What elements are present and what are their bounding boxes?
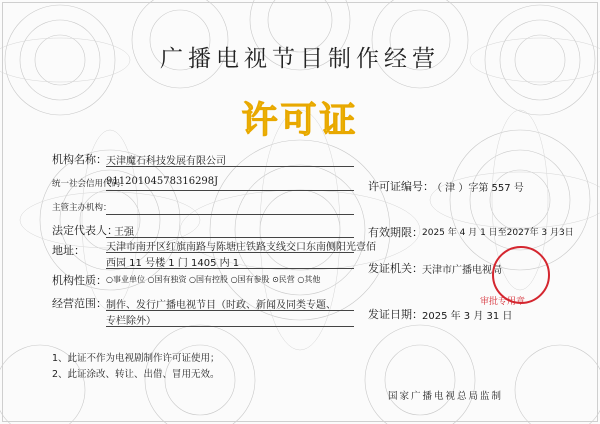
- org-name-value: 天津魔石科技发展有限公司: [106, 156, 226, 167]
- scope-rule-2: [106, 326, 354, 327]
- scope-label: 经营范围：: [52, 297, 107, 310]
- issuer-value: 天津市广播电视局: [422, 265, 502, 276]
- supervisor-label: 主管主办机构：: [52, 203, 112, 213]
- org-name-label: 机构名称：: [52, 153, 107, 166]
- org-nature-label: 机构性质：: [52, 274, 107, 287]
- org-nature-options: ○事业单位 ○国有独资 ○国有控股 ○国有参股 ⊙民营 ○其他: [106, 275, 321, 284]
- license-number-label: 许可证编号：: [368, 180, 434, 193]
- validity-value: 2025 年 4 月 1 日至2027年 3 月3日: [422, 228, 574, 238]
- legal-rep-value: 王强: [114, 227, 134, 238]
- note-line-2: 2、此证涂改、转让、出借、冒用无效。: [52, 369, 220, 380]
- scope-rule-1: [106, 310, 354, 311]
- scope-line-2: 专栏除外）: [106, 316, 156, 327]
- supervisor-rule: [106, 214, 354, 215]
- certificate-title: 广播电视节目制作经营: [160, 46, 440, 72]
- org-name-rule: [106, 166, 354, 167]
- license-number-value: （ 津 ）字第 557 号: [432, 183, 524, 194]
- validity-label: 有效期限：: [368, 226, 423, 239]
- credit-code-rule: [106, 190, 354, 191]
- scope-line-1: 制作、发行广播电视节目（时政、新闻及同类专题、: [106, 300, 336, 311]
- issue-date-value: 2025 年 3 月 31 日: [422, 311, 513, 322]
- credit-code-label: 统一社会信用代码：: [52, 179, 129, 189]
- address-label: 地址：: [52, 244, 85, 257]
- issue-date-label: 发证日期：: [368, 308, 423, 321]
- address-line-1: 天津市南开区红旗南路与陈塘庄铁路支线交口东南侧阳光壹佰: [106, 242, 376, 253]
- supervised-by-footer: 国家广播电视总局监制: [388, 391, 504, 402]
- address-rule-2: [106, 268, 354, 269]
- note-line-1: 1、此证不作为电视剧制作许可证使用；: [52, 353, 220, 364]
- certificate-subtitle: 许可证: [241, 100, 359, 141]
- issuer-label: 发证机关：: [368, 262, 423, 275]
- legal-rep-label: 法定代表人：: [52, 224, 118, 237]
- credit-code-value: 91120104578316298J: [106, 176, 219, 187]
- address-rule-1: [106, 252, 354, 253]
- address-line-2: 西园 11 号楼 1 门 1405 内 1: [106, 258, 240, 269]
- approval-seal-text: 审批专用章: [480, 297, 526, 307]
